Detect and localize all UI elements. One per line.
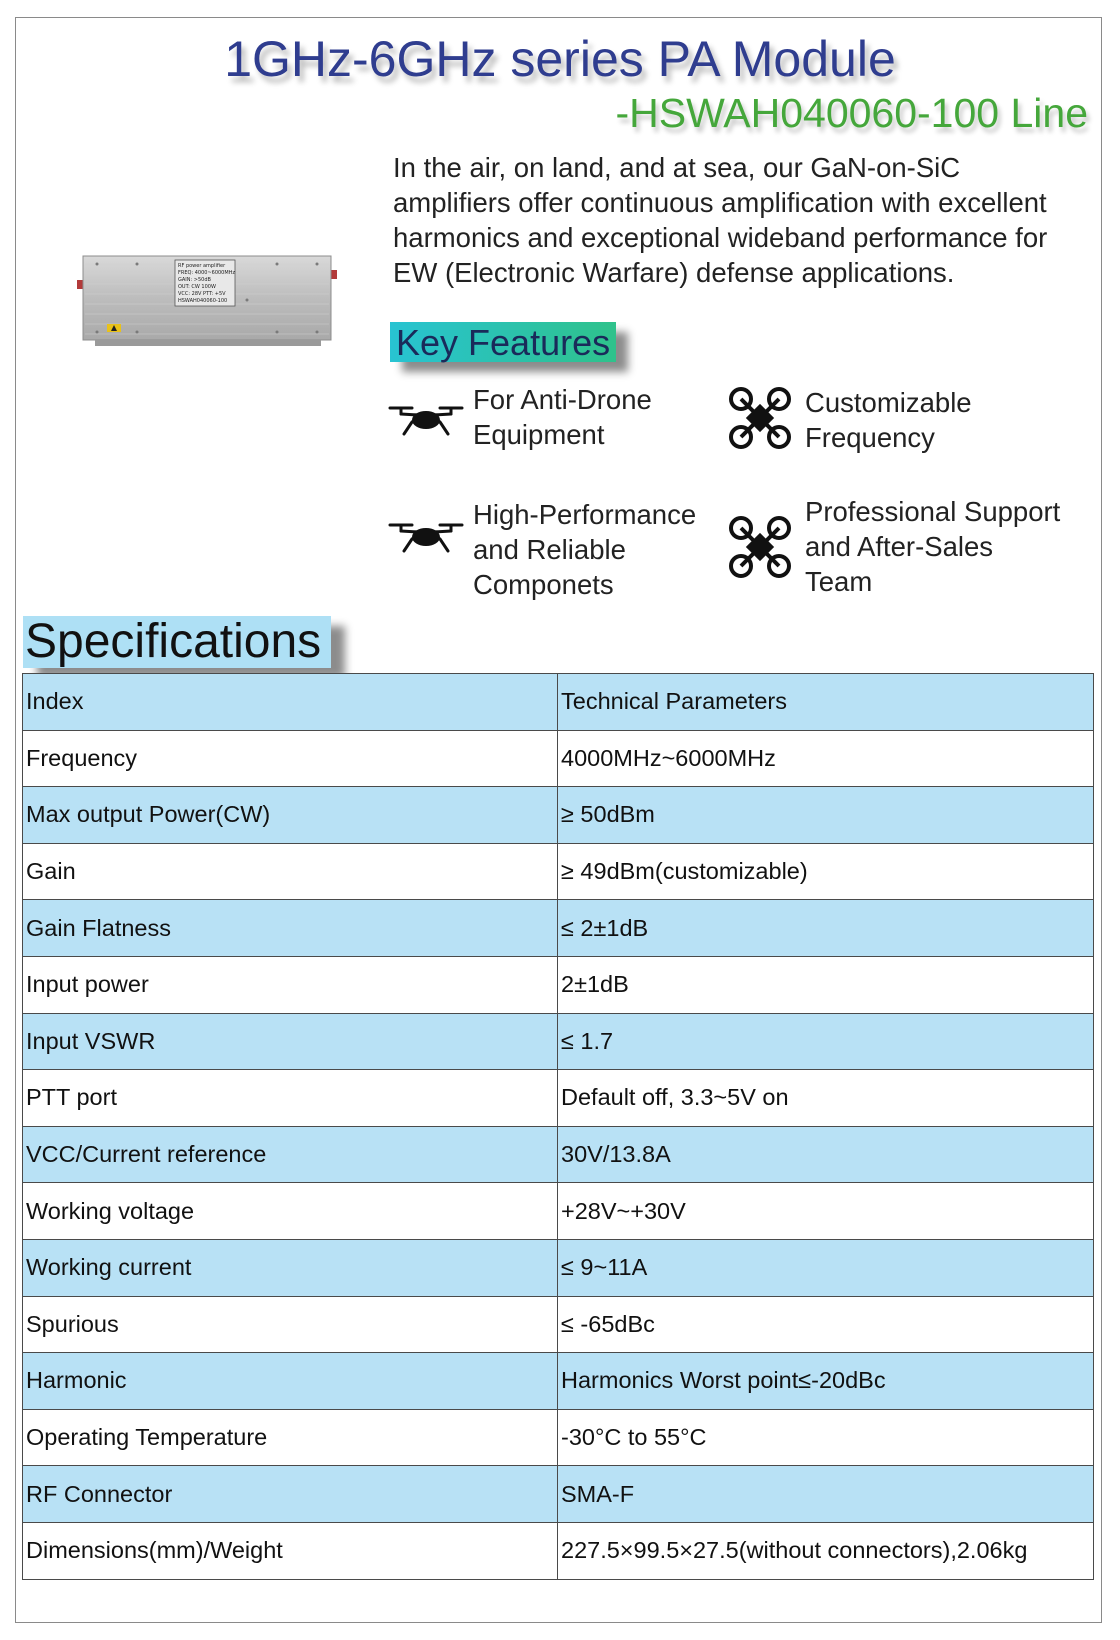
- spec-value-cell: 30V/13.8A: [558, 1126, 1094, 1183]
- feature-line: High-Performance: [473, 499, 697, 530]
- spec-value-cell: -30°C to 55°C: [558, 1409, 1094, 1466]
- intro-line: amplifiers offer continuous amplification with excellent: [393, 187, 1047, 218]
- spec-value-cell: +28V~+30V: [558, 1183, 1094, 1240]
- intro-line: EW (Electronic Warfare) defense applications.: [393, 257, 955, 288]
- label-line: VCC: 28V PTT: +5V: [178, 291, 226, 297]
- spec-value-cell: ≥ 50dBm: [558, 787, 1094, 844]
- intro-line: In the air, on land, and at sea, our GaN-on-SiC: [393, 152, 961, 183]
- spec-value-cell: ≤ -65dBc: [558, 1296, 1094, 1353]
- spec-index-cell: Max output Power(CW): [23, 787, 558, 844]
- table-row: [23, 1409, 1094, 1466]
- label-line: RF power amplifier: [178, 263, 226, 269]
- product-image: [77, 250, 337, 358]
- column-header: Index: [23, 674, 558, 731]
- specifications-heading: Specifications: [23, 616, 331, 668]
- feature-line: and Reliable: [473, 534, 626, 565]
- intro-paragraph: [393, 150, 1093, 290]
- spec-value-cell: ≥ 49dBm(customizable): [558, 843, 1094, 900]
- label-line: FREQ: 4000~6000MHz: [178, 270, 236, 276]
- table-row: [23, 1353, 1094, 1410]
- spec-index-cell: Dimensions(mm)/Weight: [23, 1522, 558, 1579]
- intro-line: harmonics and exceptional wideband performance for: [393, 222, 1048, 253]
- page-subtitle: -HSWAH040060-100 Line: [615, 90, 1088, 136]
- spec-index-cell: Input power: [23, 956, 558, 1013]
- table-row: [23, 1296, 1094, 1353]
- table-row: [23, 1522, 1094, 1579]
- spec-value-cell: ≤ 9~11A: [558, 1239, 1094, 1296]
- spec-index-cell: Operating Temperature: [23, 1409, 558, 1466]
- label-line: GAIN: >50dB: [178, 277, 211, 283]
- key-features-heading: Key Features: [390, 322, 616, 362]
- page-title: 1GHz-6GHz series PA Module: [224, 31, 896, 87]
- feature-line: Team: [805, 566, 873, 597]
- feature-line: Componets: [473, 569, 614, 600]
- spec-value-cell: SMA-F: [558, 1466, 1094, 1523]
- column-header: Technical Parameters: [558, 674, 1094, 731]
- drone-icon: [388, 396, 464, 444]
- spec-index-cell: Gain Flatness: [23, 900, 558, 957]
- table-row: [23, 1126, 1094, 1183]
- spec-index-cell: Harmonic: [23, 1353, 558, 1410]
- table-row: [23, 1239, 1094, 1296]
- table-row: [23, 1183, 1094, 1240]
- table-row: [23, 956, 1094, 1013]
- spec-value-cell: Harmonics Worst point≤-20dBc: [558, 1353, 1094, 1410]
- spec-value-cell: Default off, 3.3~5V on: [558, 1070, 1094, 1127]
- spec-index-cell: Spurious: [23, 1296, 558, 1353]
- label-line: OUT: CW 100W: [178, 284, 216, 290]
- feature-line: Professional Support: [805, 496, 1061, 527]
- feature-line: and After-Sales: [805, 531, 994, 562]
- table-row: [23, 1070, 1094, 1127]
- drone-icon: [388, 513, 464, 561]
- feature-anti-drone: [388, 382, 678, 462]
- spec-value-cell: ≤ 2±1dB: [558, 900, 1094, 957]
- spec-index-cell: Gain: [23, 843, 558, 900]
- feature-high-performance: [388, 497, 708, 607]
- table-row: [23, 730, 1094, 787]
- spec-index-cell: Working current: [23, 1239, 558, 1296]
- spec-index-cell: Input VSWR: [23, 1013, 558, 1070]
- feature-line: Frequency: [805, 422, 935, 453]
- table-row: [23, 843, 1094, 900]
- quadcopter-icon: [727, 514, 793, 580]
- table-row: [23, 900, 1094, 957]
- feature-professional-support: [727, 494, 1087, 604]
- spec-value-cell: 4000MHz~6000MHz: [558, 730, 1094, 787]
- spec-value-cell: ≤ 1.7: [558, 1013, 1094, 1070]
- spec-index-cell: VCC/Current reference: [23, 1126, 558, 1183]
- spec-index-cell: PTT port: [23, 1070, 558, 1127]
- spec-value-cell: 227.5×99.5×27.5(without connectors),2.06kg: [558, 1522, 1094, 1579]
- spec-index-cell: RF Connector: [23, 1466, 558, 1523]
- label-line: HSWAH040060-100: [178, 298, 228, 304]
- table-row: [23, 1013, 1094, 1070]
- table-header-row: [23, 674, 1094, 731]
- feature-line: Equipment: [473, 419, 605, 450]
- table-row: [23, 787, 1094, 844]
- feature-customizable-frequency: [727, 385, 1027, 465]
- spec-index-cell: Working voltage: [23, 1183, 558, 1240]
- spec-index-cell: Frequency: [23, 730, 558, 787]
- specifications-table: [22, 673, 1094, 1580]
- spec-value-cell: 2±1dB: [558, 956, 1094, 1013]
- feature-line: Customizable: [805, 387, 972, 418]
- feature-line: For Anti-Drone: [473, 384, 652, 415]
- quadcopter-icon: [727, 385, 793, 451]
- table-row: [23, 1466, 1094, 1523]
